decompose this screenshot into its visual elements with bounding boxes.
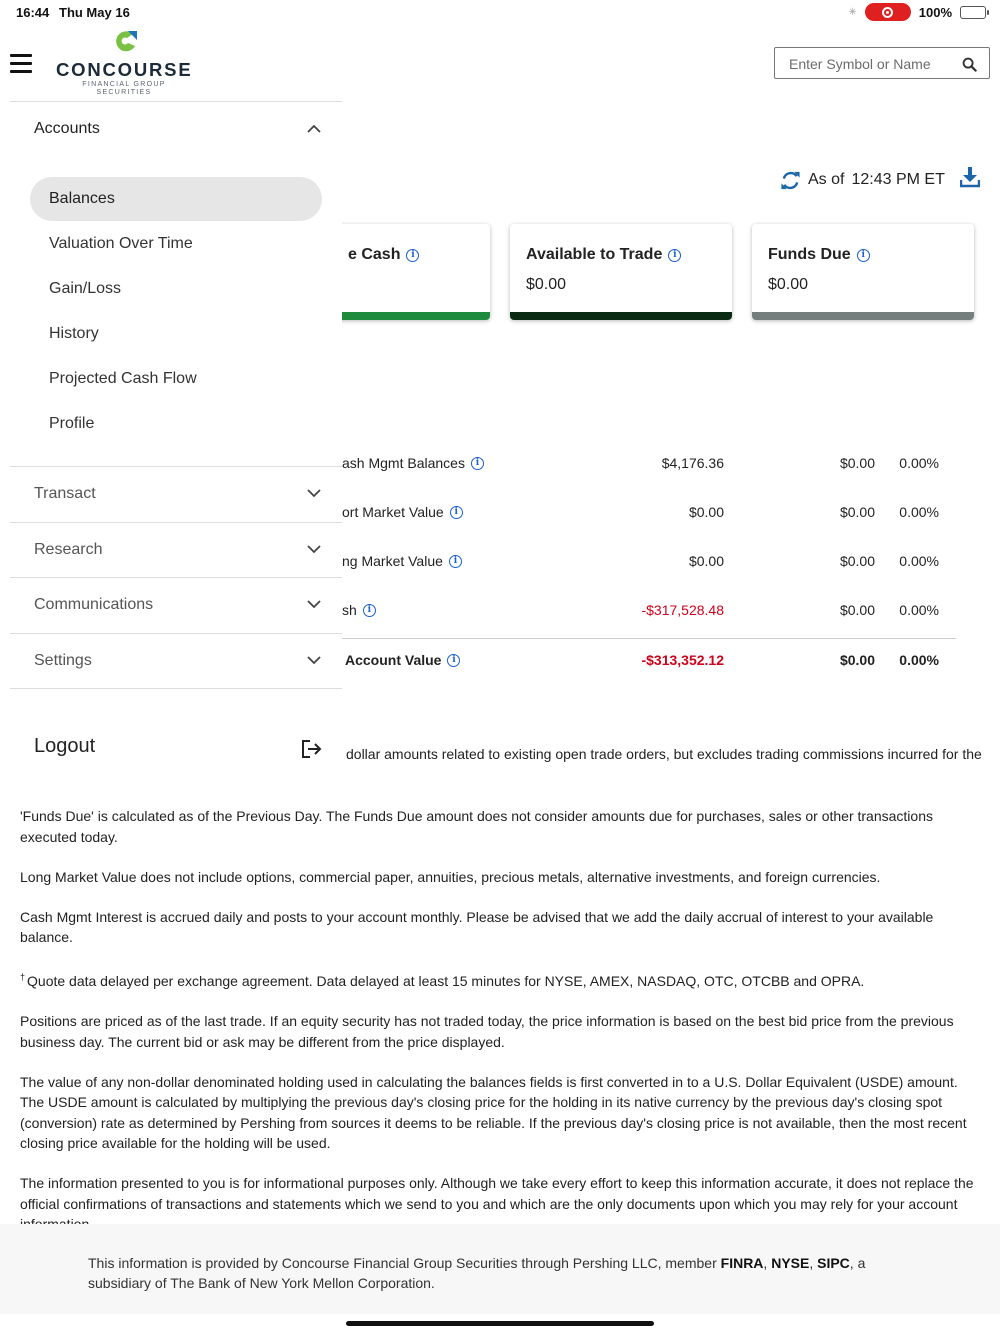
dagger-mark: †	[20, 972, 26, 982]
chevron-down-icon	[307, 545, 321, 554]
logout-icon[interactable]	[301, 739, 323, 759]
as-of-timestamp	[780, 168, 945, 192]
nav-section-label: Transact	[34, 485, 96, 502]
disclosure-paragraph: 'Funds Due' is calculated as of the Previous Day. The Funds Due amount does not consider amounts due for purchases, sales or other transactions executed today.	[20, 808, 933, 845]
balance-row	[342, 546, 956, 576]
screen-recording-icon	[865, 3, 911, 21]
balance-row	[342, 448, 956, 478]
as-of-time: 12:43 PM ET	[851, 171, 945, 188]
balance-label: ort Market Value	[342, 504, 444, 520]
info-icon[interactable]: i	[450, 506, 463, 519]
card-value: $0.00	[768, 276, 809, 293]
nav-section-settings[interactable]	[10, 634, 342, 689]
status-date: Thu May 16	[59, 5, 130, 20]
hamburger-icon[interactable]	[10, 54, 32, 73]
info-icon[interactable]: i	[668, 249, 681, 262]
nav-item-history[interactable]	[30, 312, 322, 356]
nav-item-projected-cash-flow[interactable]	[30, 357, 322, 401]
card-value: $0.00	[526, 276, 567, 293]
activity-spinner-icon: ✳	[848, 6, 857, 18]
disclosure-text: Quote data delayed per exchange agreement. Data delayed at least 15 minutes for NYSE, AMEX, NASDAQ, OTC, OTCBB and OPRA.	[27, 973, 865, 989]
battery-icon	[960, 6, 986, 19]
footer-text	[88, 1253, 918, 1293]
logo-subtitle: FINANCIAL GROUP	[82, 81, 166, 88]
nav-section-label: Settings	[34, 652, 92, 669]
nav-item-gain-loss[interactable]	[30, 267, 322, 311]
balance-label: ng Market Value	[342, 553, 443, 569]
balance-due: $0.00	[839, 455, 875, 471]
sipc-link[interactable]: SIPC	[817, 1255, 850, 1271]
nav-item-label: Balances	[49, 190, 115, 207]
card-accent-bar	[510, 312, 732, 320]
nav-item-label: History	[49, 325, 99, 342]
disclosure-paragraph: Cash Mgmt Interest is accrued daily and posts to your account monthly. Please be advised that we add the daily accrual of interest to your available balance.	[20, 908, 934, 945]
nav-section-research[interactable]	[10, 523, 342, 578]
navigation-drawer	[10, 101, 342, 801]
nav-section-label: Research	[34, 541, 103, 558]
battery-percentage: 100%	[918, 4, 952, 20]
disclosure-paragraph: Positions are priced as of the last trade. If an equity security has not traded today, the price information is based on the best bid price from the previous business day. The current bid or ask may be different from the price displayed.	[20, 1013, 954, 1050]
summary-card-funds-due	[752, 224, 974, 320]
disclosure-paragraph	[20, 967, 980, 992]
card-accent-bar	[752, 312, 974, 320]
balance-amount: -$317,528.48	[641, 602, 724, 618]
balance-amount: $0.00	[688, 553, 724, 569]
balance-percent: 0.00%	[899, 602, 939, 618]
finra-link[interactable]: FINRA	[720, 1255, 764, 1271]
company-logo[interactable]	[56, 26, 192, 100]
table-divider	[342, 638, 956, 639]
symbol-search[interactable]	[774, 47, 990, 79]
footer	[0, 1224, 1000, 1314]
nav-section-transact[interactable]	[10, 467, 342, 522]
info-icon[interactable]: i	[406, 249, 419, 262]
balance-amount: $4,176.36	[661, 455, 724, 471]
chevron-down-icon	[307, 489, 321, 498]
balance-percent: 0.00%	[899, 455, 939, 471]
balance-label: Account Value	[345, 652, 442, 668]
balance-amount: -$313,352.12	[641, 652, 724, 668]
nav-item-label: Valuation Over Time	[49, 235, 193, 252]
balance-due: $0.00	[839, 553, 875, 569]
balance-due: $0.00	[839, 602, 875, 618]
nyse-link[interactable]: NYSE	[771, 1255, 810, 1271]
info-icon[interactable]: i	[857, 249, 870, 262]
footer-separator: ,	[809, 1255, 818, 1271]
info-icon[interactable]: i	[447, 654, 460, 667]
footer-text-part: , a subsidiary of The Bank of New York Mellon Corporation.	[88, 1255, 866, 1291]
refresh-icon[interactable]	[780, 170, 801, 191]
footer-text-part: This information is provided by Concourse Financial Group Securities through Pershing LLC, member	[88, 1255, 721, 1271]
logo-mark-icon	[111, 28, 139, 56]
chevron-up-icon	[307, 124, 321, 133]
nav-item-balances[interactable]	[30, 177, 322, 221]
info-icon[interactable]: i	[449, 555, 462, 568]
summary-card-available-to-trade	[510, 224, 732, 320]
status-indicators	[848, 3, 986, 21]
download-icon[interactable]	[960, 166, 980, 188]
status-time: 16:44	[16, 5, 50, 20]
balance-due: $0.00	[839, 652, 875, 668]
chevron-down-icon	[307, 600, 321, 609]
status-bar	[0, 0, 1000, 24]
home-indicator[interactable]	[346, 1321, 654, 1326]
info-icon[interactable]: i	[471, 457, 484, 470]
logo-subtitle-2: SECURITIES	[96, 89, 152, 96]
logout-button[interactable]: Logout	[34, 735, 96, 757]
chevron-down-icon	[307, 656, 321, 665]
disclosure-paragraph: The information presented to you is for informational purposes only. Although we take every effort to keep this information accurate, it does not replace the official confirmations of transactions and statements which we send to you and which are the only documents upon which you may rely for your account	[20, 1175, 974, 1212]
disclosures	[20, 806, 980, 1254]
drawer-divider	[10, 688, 342, 689]
nav-section-label: Communications	[34, 596, 154, 613]
balance-label: ash Mgmt Balances	[342, 455, 465, 471]
search-input[interactable]	[789, 54, 954, 74]
balance-row-total	[342, 645, 956, 675]
card-title: Available to Trade	[526, 246, 663, 263]
balance-amount: $0.00	[688, 504, 724, 520]
nav-item-valuation-over-time[interactable]	[30, 222, 322, 266]
nav-section-accounts[interactable]	[10, 102, 342, 157]
nav-section-communications[interactable]	[10, 578, 342, 633]
footer-separator: ,	[763, 1255, 772, 1271]
nav-item-profile[interactable]	[30, 402, 322, 446]
disclosure-text-partial: dollar amounts related to existing open trade orders, but excludes trading commissions incurred for the	[346, 746, 982, 762]
balance-percent: 0.00%	[899, 652, 939, 668]
nav-item-label: Gain/Loss	[49, 280, 122, 297]
nav-item-label: Profile	[49, 415, 95, 432]
balance-percent: 0.00%	[899, 504, 939, 520]
disclosure-paragraph: The value of any non-dollar denominated holding used in calculating the balances fields is first converted in to a U.S. Dollar Equivalent (USDE) amount. The USDE amount is calculated by multiplying the previous day's closing price for the holding in its native currency by the previous day's closing spot (conversion) rate as determined by Pershing from sources it deems to be reliable. If the previous day's closing price is not available, then the most recent closing price available for the holding will be used.	[20, 1073, 967, 1151]
card-title: e Cash	[348, 246, 401, 263]
balance-label: sh	[342, 602, 357, 618]
balance-row	[342, 497, 956, 527]
disclosure-paragraph: Long Market Value does not include options, commercial paper, annuities, precious metals, alternative investments, and foreign currencies.	[20, 868, 881, 885]
info-icon[interactable]: i	[363, 604, 376, 617]
balance-due: $0.00	[839, 504, 875, 520]
card-title: Funds Due	[768, 246, 851, 263]
balance-percent: 0.00%	[899, 553, 939, 569]
nav-section-label: Accounts	[34, 120, 100, 137]
nav-item-label: Projected Cash Flow	[49, 370, 197, 387]
logo-name: CONCOURSE	[56, 59, 193, 80]
as-of-label: As of	[808, 171, 845, 188]
search-icon[interactable]	[962, 57, 977, 72]
balance-row	[342, 595, 956, 625]
